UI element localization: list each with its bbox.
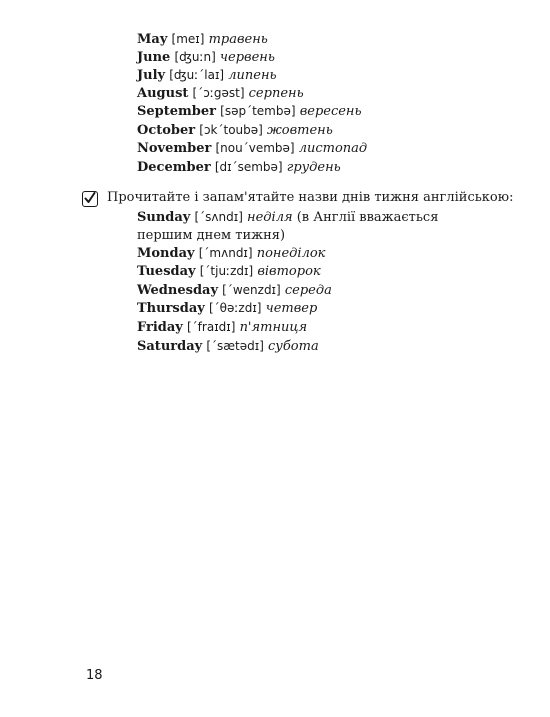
transcription: [səp΄tembə] — [220, 104, 296, 118]
ukrainian-translation: червень — [219, 50, 275, 65]
english-word: Monday — [137, 246, 195, 261]
english-word: Tuesday — [137, 264, 196, 279]
transcription: [΄wenzdɪ] — [222, 283, 281, 297]
english-word: May — [137, 32, 168, 47]
transcription: [ɔk΄toubə] — [199, 123, 263, 137]
english-word: October — [137, 123, 196, 138]
ukrainian-translation: жовтень — [266, 123, 333, 138]
english-word: December — [137, 160, 211, 175]
ukrainian-translation: понеділок — [256, 246, 326, 261]
transcription: [ʤuːn] — [174, 50, 216, 64]
day-entry-wednesday — [137, 281, 332, 300]
english-word: September — [137, 104, 216, 119]
transcription: [΄sætədɪ] — [206, 339, 264, 353]
day-entry-thursday — [137, 299, 317, 318]
transcription: [dɪ΄sembə] — [214, 160, 283, 174]
ukrainian-translation: липень — [228, 68, 277, 83]
ukrainian-translation: вівторок — [257, 264, 321, 279]
english-word: Thursday — [137, 301, 205, 316]
month-entry-september — [137, 102, 362, 121]
month-entry-december — [137, 158, 341, 177]
day-entry-saturday — [137, 337, 319, 356]
ukrainian-translation: неділя — [247, 210, 293, 225]
page-number: 18 — [86, 668, 103, 683]
transcription: [΄ɔːgəst] — [192, 86, 245, 100]
transcription: [΄fraɪdɪ] — [187, 320, 236, 334]
ukrainian-translation: субота — [268, 339, 319, 354]
note: (в Англії вважається першим днем тижня) — [137, 210, 439, 243]
transcription: [ʤuː΄laɪ] — [169, 68, 225, 82]
ukrainian-translation: серпень — [248, 86, 304, 101]
transcription: [meɪ] — [171, 32, 205, 46]
transcription: [΄θəːzdɪ] — [208, 301, 262, 315]
month-entry-november — [137, 139, 367, 158]
ukrainian-translation: вересень — [299, 104, 362, 119]
transcription: [΄mʌndɪ] — [198, 246, 253, 260]
english-word: August — [137, 86, 189, 101]
day-entry-friday — [137, 318, 307, 337]
english-word: Wednesday — [137, 283, 219, 298]
month-entry-october — [137, 121, 333, 140]
english-word: July — [137, 68, 166, 83]
month-entry-july — [137, 66, 277, 85]
english-word: Saturday — [137, 339, 203, 354]
ukrainian-translation: травень — [208, 32, 268, 47]
ukrainian-translation: четвер — [265, 301, 318, 316]
transcription: [΄sʌndɪ] — [194, 210, 243, 224]
ukrainian-translation: грудень — [286, 160, 341, 175]
day-entry-tuesday — [137, 262, 321, 281]
transcription: [nou΄vembə] — [215, 141, 295, 155]
month-entry-june — [137, 48, 275, 67]
day-entry-sunday — [137, 208, 497, 245]
ukrainian-translation: середа — [284, 283, 332, 298]
transcription: [΄tjuːzdɪ] — [199, 264, 254, 278]
month-entry-may — [137, 30, 268, 49]
ukrainian-translation: листопад — [298, 141, 368, 156]
english-word: June — [137, 50, 171, 65]
english-word: Sunday — [137, 210, 191, 225]
english-word: Friday — [137, 320, 183, 335]
day-entry-monday — [137, 244, 325, 263]
english-word: November — [137, 141, 212, 156]
ukrainian-translation: п'ятниця — [239, 320, 308, 335]
month-entry-august — [137, 84, 304, 103]
checkmark-box-icon — [82, 191, 98, 207]
instruction-text: Прочитайте і запам'ятайте назви днів тижня англійською: — [107, 190, 514, 205]
